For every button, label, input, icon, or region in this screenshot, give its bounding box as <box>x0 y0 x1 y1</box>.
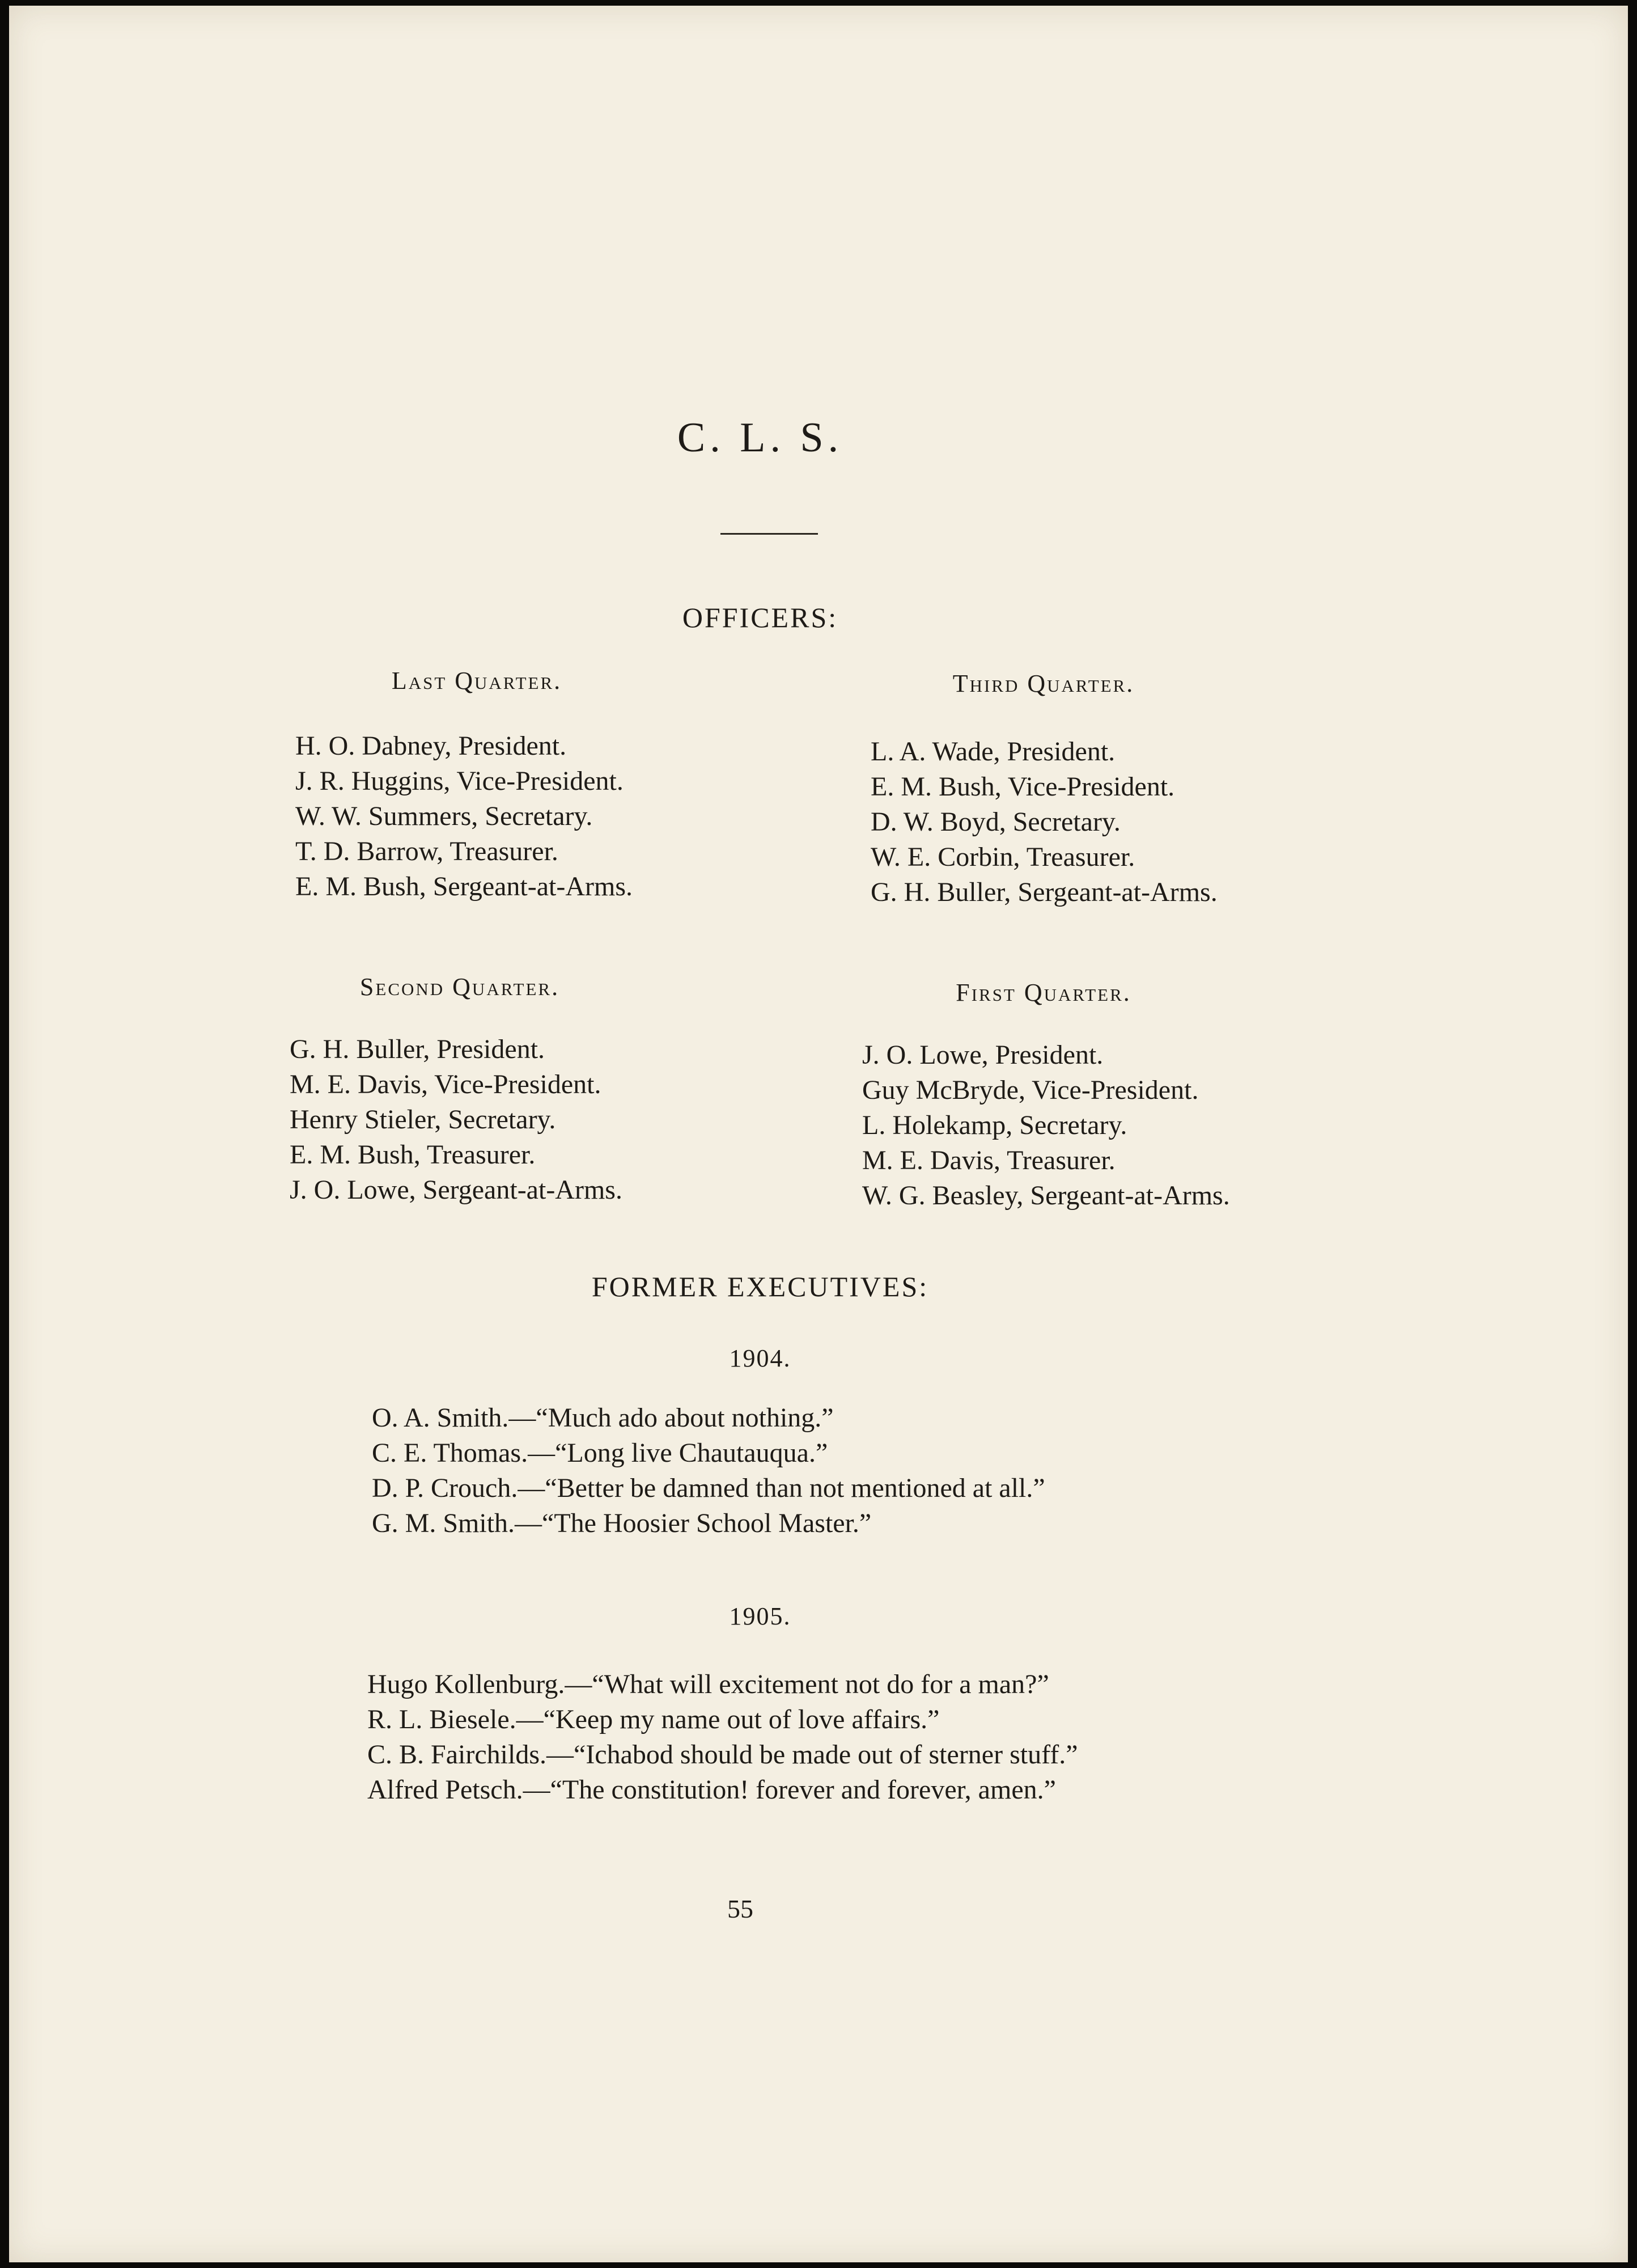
executive-entry: G. M. Smith.—“The Hoosier School Master.” <box>372 1508 872 1538</box>
executive-entry: D. P. Crouch.—“Better be damned than not mentioned at all.” <box>372 1473 1045 1503</box>
officer-entry: L. Holekamp, Secretary. <box>862 1110 1127 1140</box>
officer-entry: T. D. Barrow, Treasurer. <box>295 836 558 866</box>
year-heading-1905: 1905. <box>729 1602 791 1630</box>
officers-heading: OFFICERS: <box>682 602 838 633</box>
executive-entry: R. L. Biesele.—“Keep my name out of love affairs.” <box>367 1704 940 1734</box>
page-number: 55 <box>727 1894 753 1923</box>
executive-entry: O. A. Smith.—“Much ado about nothing.” <box>372 1403 834 1433</box>
officer-entry: Guy McBryde, Vice-President. <box>862 1075 1199 1105</box>
executive-entry: Hugo Kollenburg.—“What will excitement not do for a man?” <box>367 1669 1049 1699</box>
document-page <box>9 6 1628 2262</box>
quarter-heading-second: Second Quarter. <box>359 973 560 1001</box>
executive-entry: Alfred Petsch.—“The constitution! forever and forever, amen.” <box>367 1775 1056 1805</box>
former-executives-heading: FORMER EXECUTIVES: <box>591 1271 929 1302</box>
officer-entry: J. R. Huggins, Vice-President. <box>295 766 624 796</box>
quarter-heading-third: Third Quarter. <box>952 670 1135 697</box>
officer-entry: E. M. Bush, Sergeant-at-Arms. <box>295 871 633 902</box>
title-rule <box>720 533 818 535</box>
officer-entry: W. E. Corbin, Treasurer. <box>871 842 1135 872</box>
executive-list-1904 <box>372 1400 1045 1541</box>
officer-list-last <box>295 729 633 904</box>
page-title: C. L. S. <box>677 414 843 461</box>
officer-entry: J. O. Lowe, Sergeant-at-Arms. <box>290 1175 622 1205</box>
executive-entry: C. E. Thomas.—“Long live Chautauqua.” <box>372 1438 828 1468</box>
quarter-heading-first: First Quarter. <box>956 979 1131 1006</box>
executive-entry: C. B. Fairchilds.—“Ichabod should be made out of sterner stuff.” <box>367 1740 1078 1770</box>
officer-entry: G. H. Buller, President. <box>290 1034 545 1064</box>
quarter-heading-last: Last Quarter. <box>391 667 562 695</box>
executive-list-1905 <box>367 1667 1078 1808</box>
officer-entry: Henry Stieler, Secretary. <box>290 1105 556 1135</box>
officer-list-first <box>862 1038 1230 1213</box>
officer-entry: J. O. Lowe, President. <box>862 1040 1104 1070</box>
officer-entry: W. G. Beasley, Sergeant-at-Arms. <box>862 1180 1230 1211</box>
officer-entry: E. M. Bush, Treasurer. <box>290 1140 536 1170</box>
officer-entry: W. W. Summers, Secretary. <box>295 801 593 831</box>
officer-entry: L. A. Wade, President. <box>871 737 1116 767</box>
officer-entry: D. W. Boyd, Secretary. <box>871 807 1121 837</box>
officer-list-third <box>871 734 1218 910</box>
officer-entry: G. H. Buller, Sergeant-at-Arms. <box>871 877 1218 907</box>
officer-entry: H. O. Dabney, President. <box>295 731 567 761</box>
year-heading-1904: 1904. <box>729 1344 791 1372</box>
officer-list-second <box>290 1032 622 1208</box>
officer-entry: M. E. Davis, Treasurer. <box>862 1145 1116 1175</box>
officer-entry: M. E. Davis, Vice-President. <box>290 1069 601 1099</box>
officer-entry: E. M. Bush, Vice-President. <box>871 772 1175 802</box>
